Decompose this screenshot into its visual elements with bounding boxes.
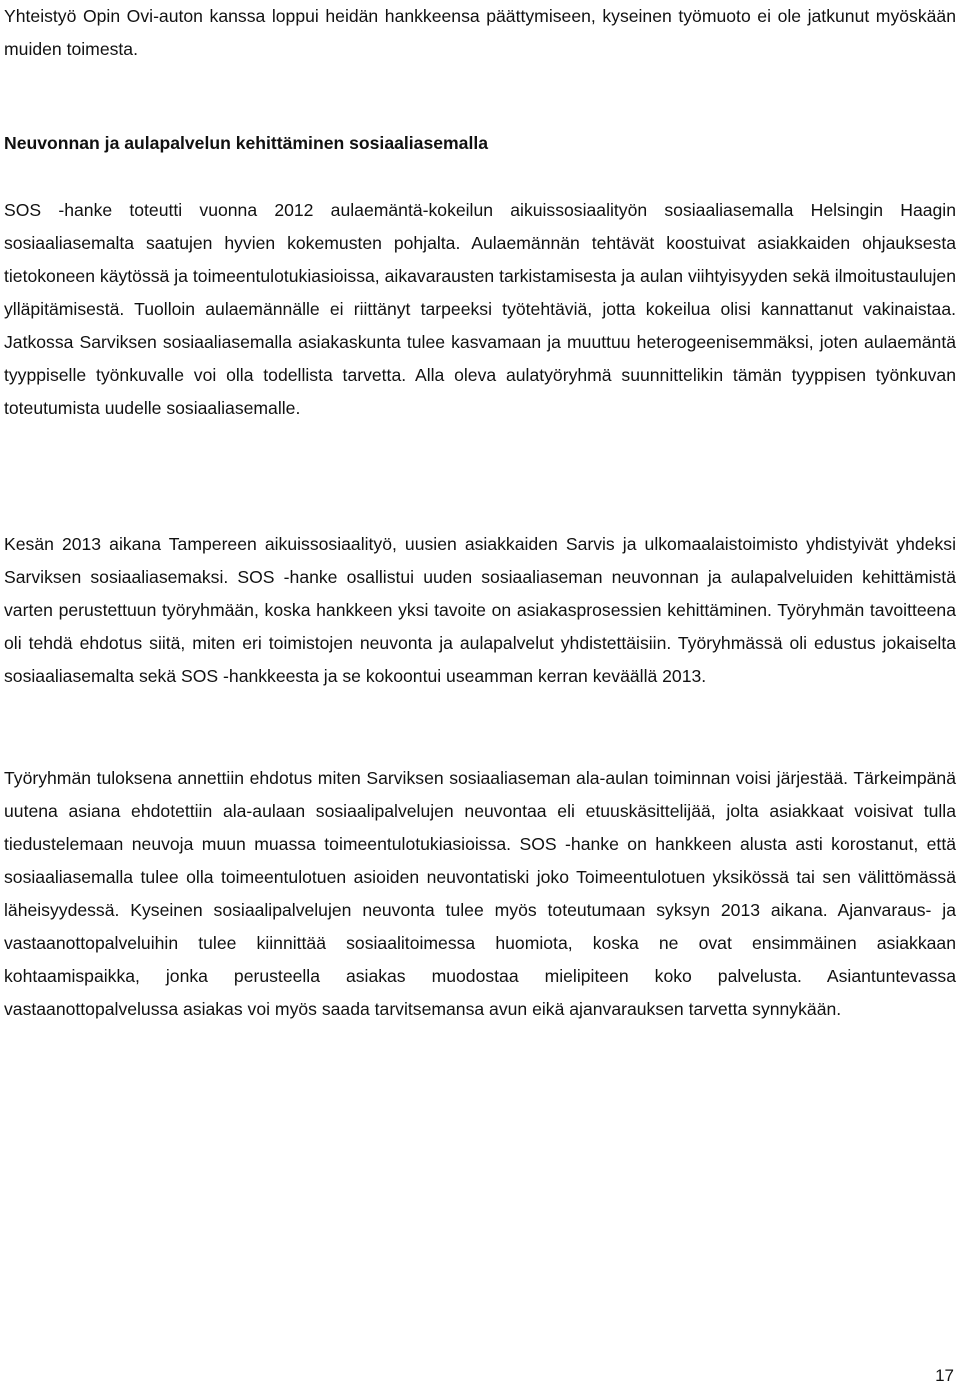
page-number: 17: [935, 1366, 954, 1385]
paragraph-aulaemanta: SOS -hanke toteutti vuonna 2012 aulaemäntä-kokeilun aikuissosiaalityön sosiaaliasemalla Helsingin Haagin sosiaaliasemalta saatujen hyvien kokemusten pohjalta. Aulaemännän tehtävät koostuivat asiakkaiden ohjauksesta tietokoneen käytössä ja toimeentulotukiasioissa, aikavarausten tarkistamisesta ja aulan viihtyisyyden sekä ilmoitustaulujen ylläpitämisestä. Tuolloin aulaemännälle ei riittänyt tarpeeksi työtehtäviä, jotta kokeilua olisi kannattanut vakinaistaa. Jatkossa Sarviksen sosiaaliasemalla asiakaskunta tulee kasvamaan ja muuttuu heterogeenisemmäksi, joten aulaemäntä tyyppiselle työnkuvalle voi olla todellista tarvetta. Alla oleva aulatyöryhmä suunnittelikin tämän tyyppisen työnkuvan toteutumista uudelle sosiaaliasemalle.: [4, 200, 956, 418]
section-heading: Neuvonnan ja aulapalvelun kehittäminen sosiaaliasemalla: [4, 133, 489, 153]
paragraph-ehdotus: Työryhmän tuloksena annettiin ehdotus miten Sarviksen sosiaaliaseman ala-aulan toiminnan voisi järjestää. Tärkeimpänä uutena asiana ehdotettiin ala-aulaan sosiaalipalvelujen neuvontaa eli etuuskäsittelijää, jolta asiakkaat voisivat tulla tiedustelemaan neuvoja muun muassa toimeentulotukiasioissa. SOS -hanke on hankkeen alusta asti korostanut, että sosiaaliasemalla tulee olla toimeentulotuen asioiden neuvontatiski joko Toimeentulotuen yksikössä tai sen välittömässä läheisyydessä. Kyseinen sosiaalipalvelujen neuvonta tulee myös toteutumaan syksyn 2013 aikana. Ajanvaraus- ja vastaanottopalveluihin tulee kiinnittää sosiaalitoimessa huomiota, koska ne ovat ensimmäinen asiakkaan kohtaamispaikka, jonka perusteella asiakas muodostaa mielipiteen koko palvelusta. Asiantuntevassa vastaanottopalvelussa asiakas voi myös saada tarvitsemansa avun eikä ajanvarauksen tarvetta synnykään.: [4, 768, 956, 1019]
paragraph-opin-ovi: Yhteistyö Opin Ovi-auton kanssa loppui heidän hankkeensa päättymiseen, kyseinen työmuoto ei ole jatkunut myöskään muiden toimesta.: [4, 6, 956, 59]
paragraph-tyoryhma: Kesän 2013 aikana Tampereen aikuissosiaalityö, uusien asiakkaiden Sarvis ja ulkomaalaistoimisto yhdistyivät yhdeksi Sarviksen sosiaaliasemaksi. SOS -hanke osallistui uuden sosiaaliaseman neuvonnan ja aulapalveluiden kehittämistä varten perustettuun työryhmään, koska hankkeen yksi tavoite on asiakasprosessien kehittäminen. Työryhmän tavoitteena oli tehdä ehdotus siitä, miten eri toimistojen neuvonta ja aulapalvelut yhdistettäisiin. Työryhmässä oli edustus jokaiselta sosiaaliasemalta sekä SOS -hankkeesta ja se kokoontui useamman kerran keväällä 2013.: [4, 534, 956, 686]
